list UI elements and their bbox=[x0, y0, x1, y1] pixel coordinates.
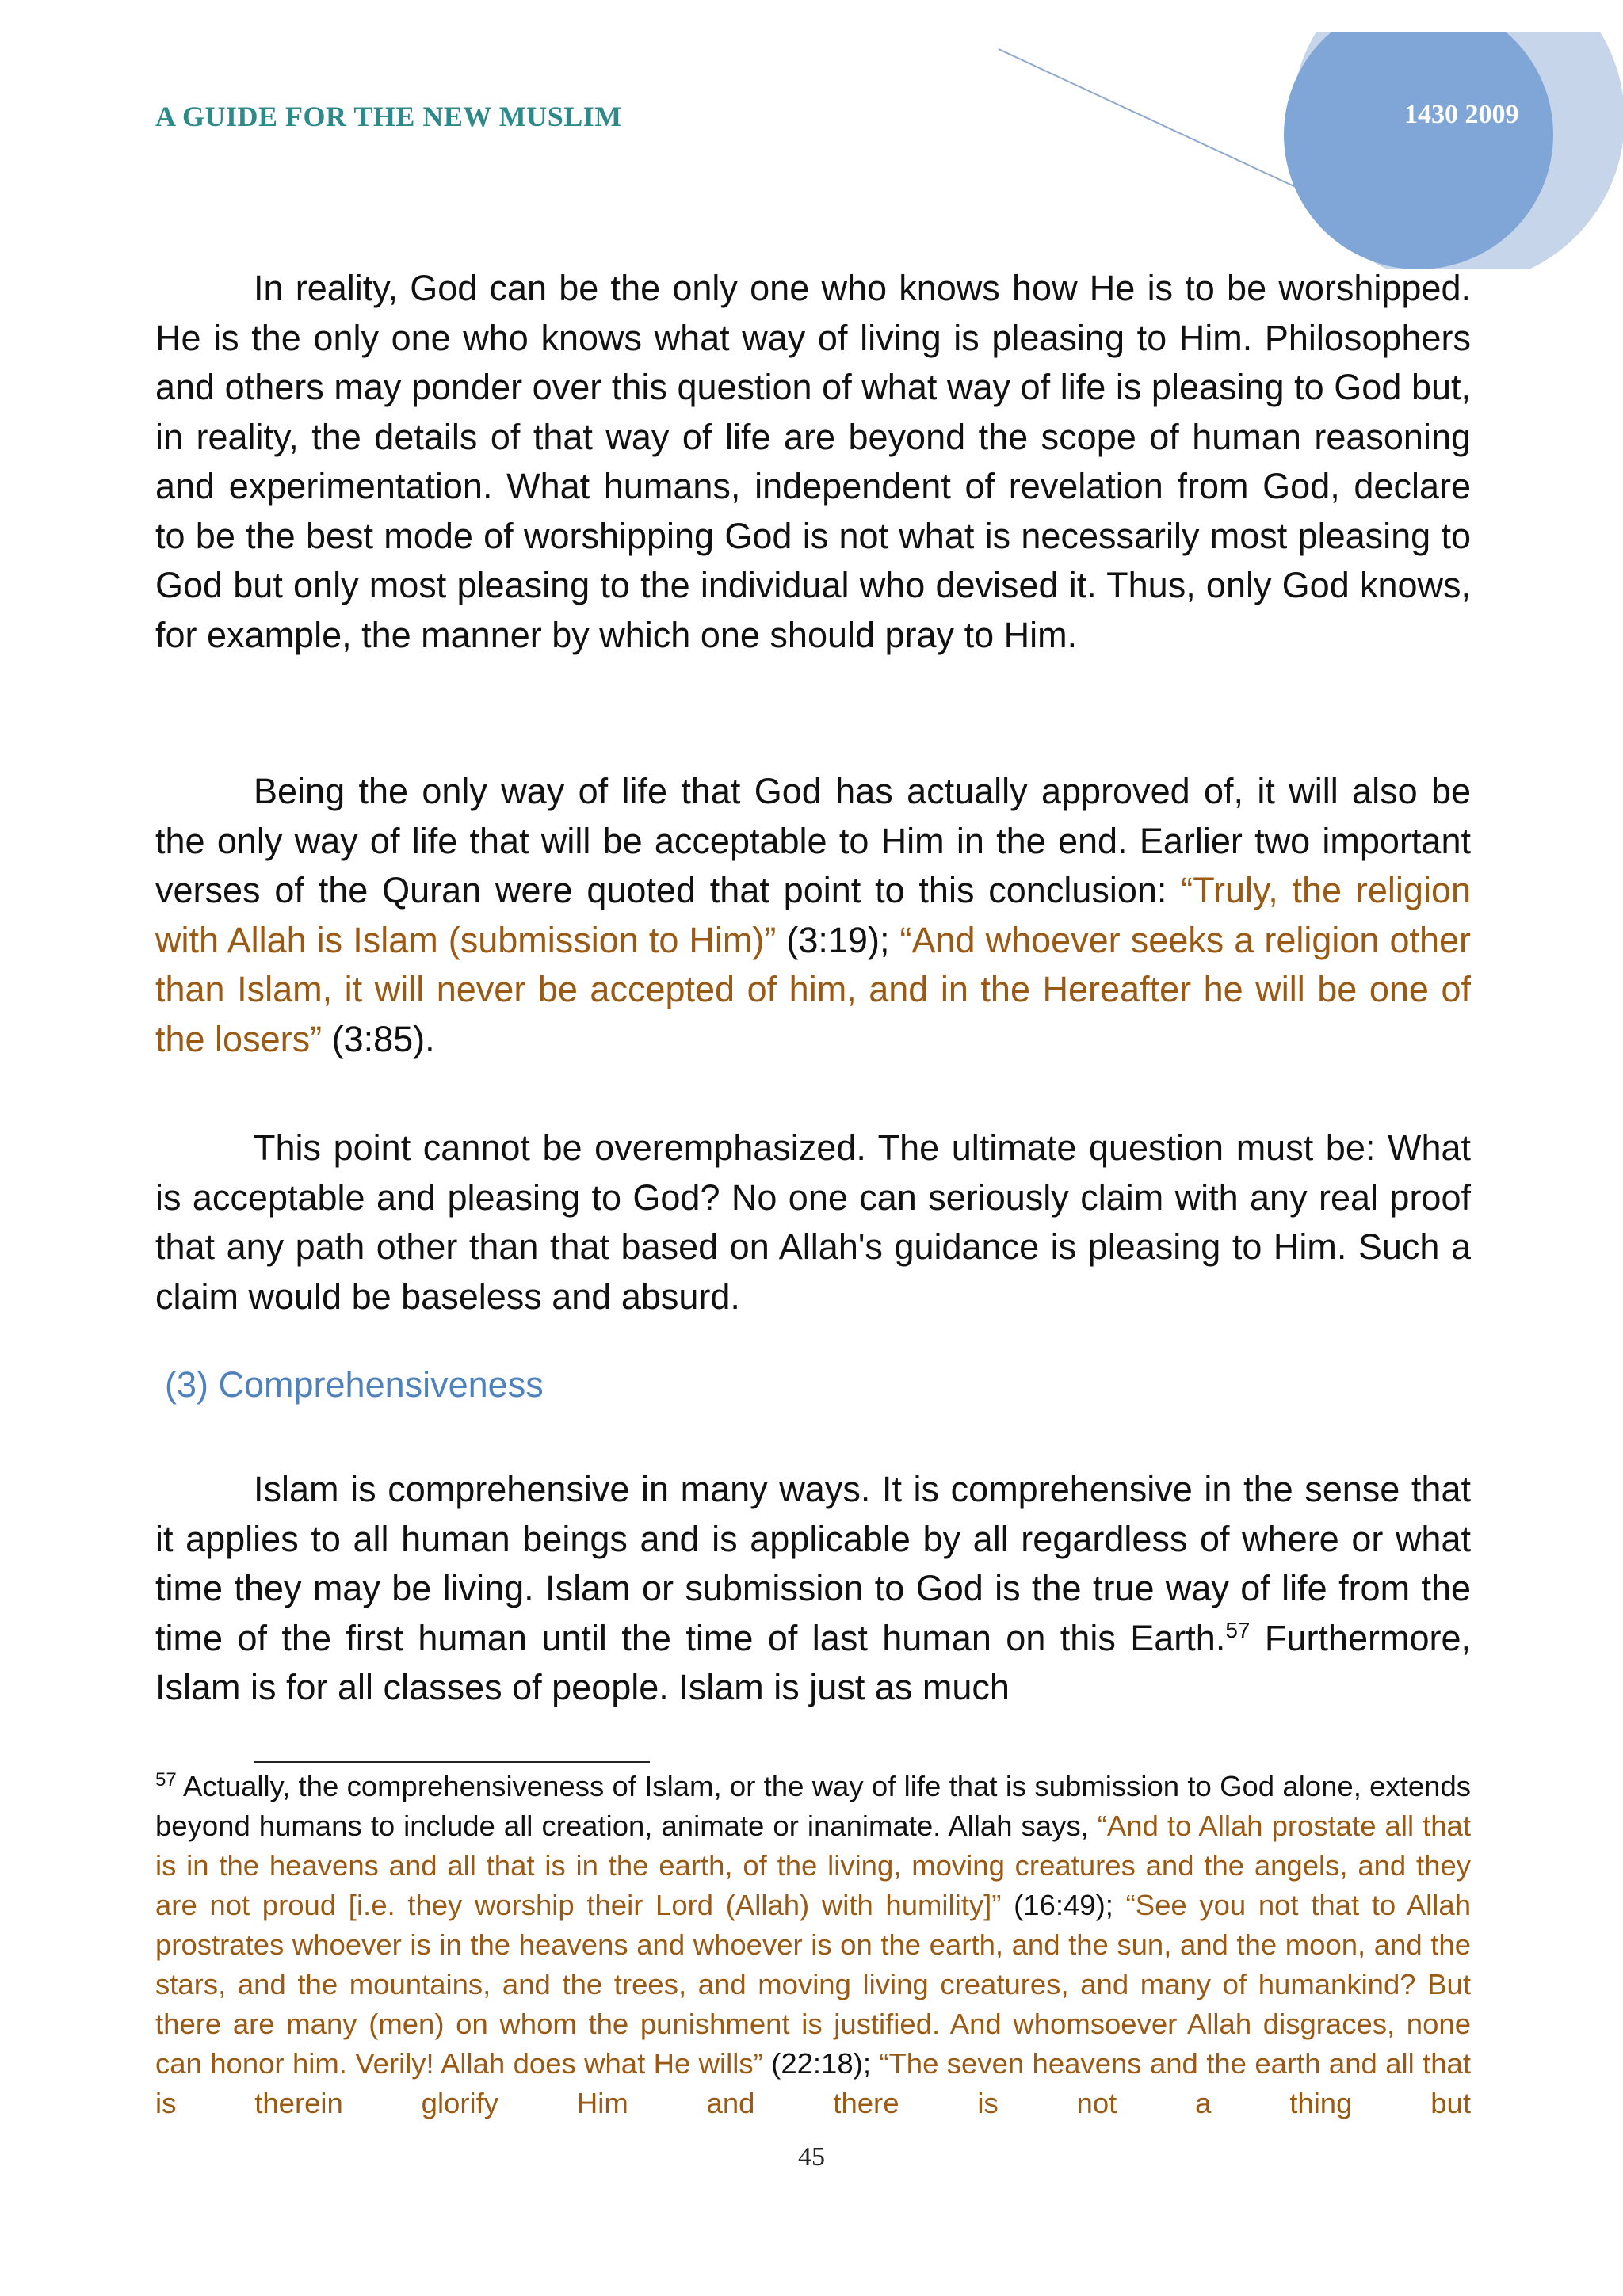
paragraph-2 bbox=[155, 767, 1471, 1064]
verse-reference: (3:85). bbox=[322, 1018, 435, 1059]
quran-quote-continued: “The seven heavens and the earth and all that is therein glorify Him and there is not a thing but bbox=[155, 2047, 1471, 2119]
page-number: 45 bbox=[798, 2142, 825, 2172]
paragraph-4-text: Islam is comprehensive in many ways. It is comprehensive in the sense that it applies to all human beings and is applicable by all regardless of where or what time they may be living. Islam or submission to God is the true way of life from the time of the first human until the time of last human on this Earth. bbox=[155, 1469, 1471, 1658]
paragraph-4-text-continued: Furthermore, Islam is for all classes of people. Islam is just as much bbox=[155, 1617, 1471, 1707]
quran-quote-3-85: “And whoever seeks a religion other than Islam, it will never be accepted of him, and in the Hereafter he will be one of the losers” bbox=[155, 919, 1472, 1059]
paragraph-1-text: In reality, God can be the only one who knows how He is to be worshipped. He is the only one who knows what way of living is pleasing to Him. Philosophers and others may ponder over this question of what way of life is pleasing to God but, in reality, the details of that way of life are beyond the scope of human reasoning and experimentation. What humans, independent of revelation from God, declare to be the best mode of worshipping God is not what is necessarily most pleasing to God but only most pleasing to the individual who devised it. Thus, only God knows, for example, the manner by which one should pray to Him. bbox=[155, 268, 1471, 655]
footnote-text: Actually, the comprehensiveness of Islam, or the way of life that is submission to God alone, extends beyond humans to include all creation, animate or inanimate. Allah says, bbox=[155, 1770, 1471, 1842]
footnote-57 bbox=[155, 1767, 1471, 2123]
quran-quote-22-18: “See you not that to Allah prostrates whoever is in the heavens and whoever is on the earth, and the sun, and the moon, and the stars, and the mountains, and the trees, and moving living creatures, and many of humankind? But there are many (men) on whom the punishment is justified. And whomsoever Allah disgraces, none can honor him. Verily! Allah does what He wills” bbox=[155, 1889, 1471, 2080]
paragraph-2-text: Being the only way of life that God has actually approved of, it will also be the only way of life that will be acceptable to Him in the end. Earlier two important verses of the Quran were quoted that point to this conclusion: bbox=[155, 771, 1471, 910]
verse-reference: (3:19); bbox=[776, 919, 900, 960]
footnote-reference[interactable]: 57 bbox=[1225, 1617, 1251, 1642]
paragraph-4 bbox=[155, 1465, 1471, 1713]
paragraph-3 bbox=[155, 1123, 1471, 1322]
paragraph-1 bbox=[155, 264, 1471, 660]
header-circle-decoration bbox=[975, 32, 1623, 269]
footnote-divider bbox=[254, 1761, 650, 1763]
quran-quote-16-49: “And to Allah prostate all that is in the heavens and all that is in the earth, of the living, moving creatures and the angels, and they are not proud [i.e. they worship their Lord (Allah) with humility]” bbox=[155, 1810, 1471, 1921]
section-heading: (3) Comprehensiveness bbox=[165, 1364, 544, 1405]
paragraph-3-text: This point cannot be overemphasized. The ultimate question must be: What is acceptable and pleasing to God? No one can seriously claim with any real proof that any path other than that based on Allah's guidance is pleasing to Him. Such a claim would be baseless and absurd. bbox=[155, 1127, 1471, 1317]
footnote-number: 57 bbox=[155, 1768, 177, 1791]
verse-reference: (22:18); bbox=[762, 2047, 880, 2080]
verse-reference: (16:49); bbox=[1001, 1889, 1126, 1921]
quran-quote-3-19: “Truly, the religion with Allah is Islam (submission to Him)” bbox=[155, 870, 1471, 960]
header-year: 1430 2009 bbox=[1404, 100, 1519, 129]
header-title: A GUIDE FOR THE NEW MUSLIM bbox=[155, 101, 622, 132]
